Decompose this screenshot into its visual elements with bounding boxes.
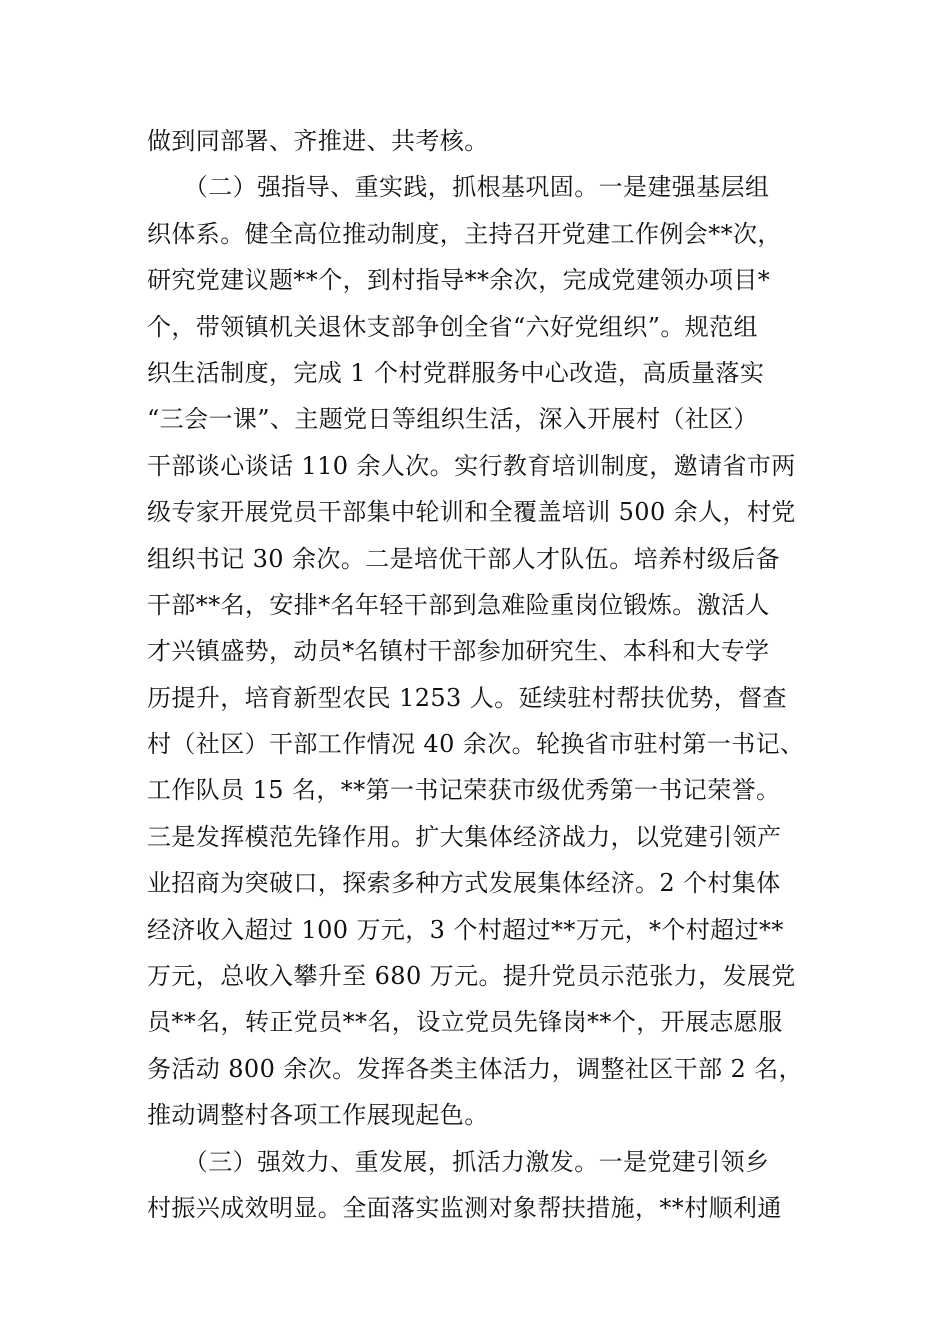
text-line: 干部谈心谈话 110 余人次。实行教育培训制度，邀请省市两: [147, 451, 796, 480]
text-line: 级专家开展党员干部集中轮训和全覆盖培训 500 余人，村党: [147, 498, 796, 527]
text-line: 研究党建议题**个，到村指导**余次，完成党建领办项目*: [147, 266, 771, 295]
text-line: 三是发挥模范先锋作用。扩大集体经济战力，以党建引领产: [147, 822, 782, 851]
text-line: 做到同部署、齐推进、共考核。: [147, 127, 489, 155]
text-line: 织体系。健全高位推动制度，主持召开党建工作例会**次，: [147, 219, 782, 248]
text-line: 员**名，转正党员**名，设立党员先锋岗**个，开展志愿服: [147, 1008, 783, 1037]
text-line: （二）强指导、重实践，抓根基巩固。一是建强基层组: [147, 173, 770, 202]
text-line: 才兴镇盛势，动员*名镇村干部参加研究生、本科和大专学: [147, 637, 770, 666]
text-line: 务活动 800 余次。发挥各类主体活力，调整社区干部 2 名，: [147, 1054, 803, 1083]
text-line: 组织书记 30 余次。二是培优干部人才队伍。培养村级后备: [147, 544, 780, 573]
text-line: 村（社区）干部工作情况 40 余次。轮换省市驻村第一书记、: [147, 730, 805, 759]
text-line: 个，带领镇机关退休支部争创全省“六好党组织”。规范组: [147, 312, 758, 341]
text-line: 干部**名，安排*名年轻干部到急难险重岗位锻炼。激活人: [147, 590, 770, 619]
text-line: 万元，总收入攀升至 680 万元。提升党员示范张力，发展党: [147, 962, 796, 991]
document-body: [147, 118, 837, 1231]
text-line: 织生活制度，完成 1 个村党群服务中心改造，高质量落实: [147, 358, 765, 387]
text-line: 村振兴成效明显。全面落实监测对象帮扶措施，**村顺利通: [147, 1193, 782, 1222]
text-line: “三会一课”、主题党日等组织生活，深入开展村（社区）: [147, 405, 758, 434]
text-line: 推动调整村各项工作展现起色。: [147, 1101, 489, 1130]
text-line: 经济收入超过 100 万元，3 个村超过**万元，*个村超过**: [147, 915, 784, 944]
text-line: 历提升，培育新型农民 1253 人。延续驻村帮扶优势，督查: [147, 683, 787, 712]
text-line: 业招商为突破口，探索多种方式发展集体经济。2 个村集体: [147, 869, 781, 898]
text-line: （三）强效力、重发展，抓活力激发。一是党建引领乡: [147, 1147, 770, 1176]
text-line: 工作队员 15 名，**第一书记荣获市级优秀第一书记荣誉。: [147, 776, 781, 805]
